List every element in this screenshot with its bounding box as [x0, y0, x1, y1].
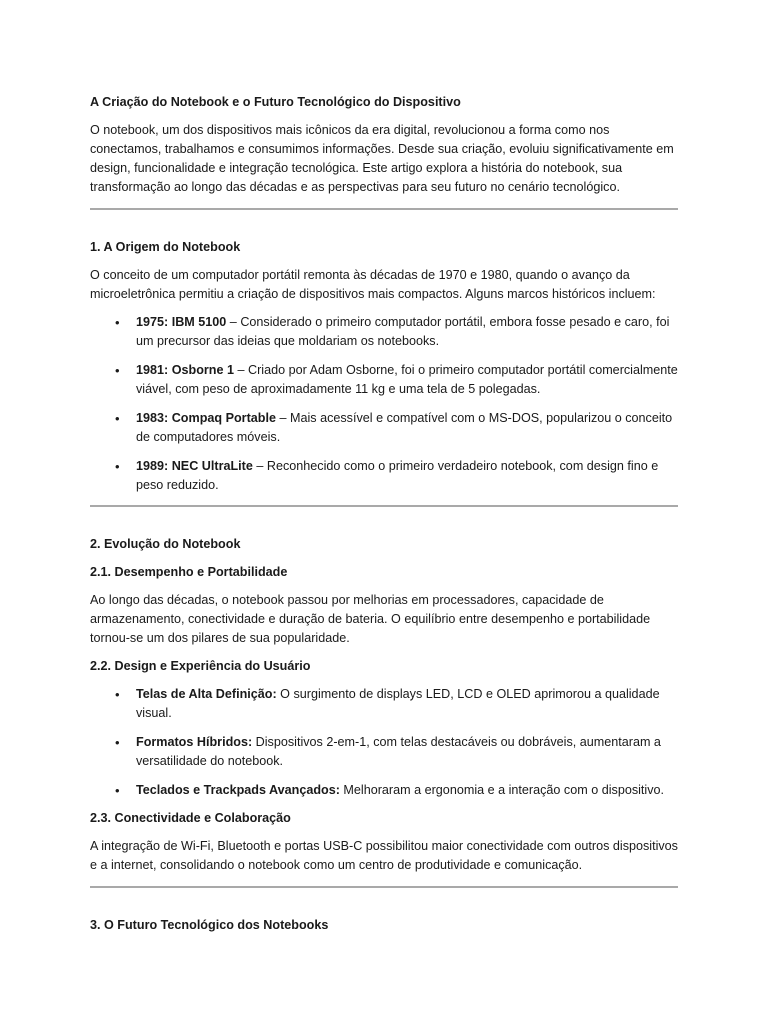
list-item-term: 1981: Osborne 1	[136, 363, 234, 377]
bullet-icon: •	[115, 687, 120, 702]
bullet-icon: •	[115, 735, 120, 750]
list-item	[115, 313, 678, 351]
bullet-icon: •	[115, 783, 120, 798]
subsection-2-1-paragraph: Ao longo das décadas, o notebook passou por melhorias em processadores, capacidade de armazenamento, conectividade e duração de bateria. O equilíbrio entre desempenho e portabilidade tornou-se um dos pilares de sua popularidade.	[90, 593, 651, 645]
section-1-heading: 1. A Origem do Notebook	[90, 240, 241, 254]
bullet-icon: •	[115, 459, 120, 474]
bullet-icon: •	[115, 315, 120, 330]
subsection-2-2-heading: 2.2. Design e Experiência do Usuário	[90, 659, 311, 673]
list-item-text: – Considerado o primeiro computador portátil, embora fosse pesado e caro, foi um precursor das ideias que moldariam os notebooks.	[136, 315, 670, 348]
list-item-text: O surgimento de displays LED, LCD e OLED aprimorou a qualidade visual.	[136, 687, 660, 720]
list-item	[115, 457, 678, 495]
subsection-2-3-paragraph: A integração de Wi-Fi, Bluetooth e portas USB-C possibilitou maior conectividade com outros dispositivos e a internet, consolidando o notebook como um centro de produtividade e comunicação.	[90, 839, 678, 872]
document-title: A Criação do Notebook e o Futuro Tecnológico do Dispositivo	[90, 95, 461, 109]
list-item	[115, 409, 678, 447]
list-item-text: Dispositivos 2-em-1, com telas destacáveis ou dobráveis, aumentaram a versatilidade do notebook.	[136, 735, 661, 768]
list-item-term: Formatos Híbridos:	[136, 735, 253, 749]
section-2-heading: 2. Evolução do Notebook	[90, 537, 241, 551]
list-item-term: 1983: Compaq Portable	[136, 411, 276, 425]
list-item	[115, 781, 678, 800]
section-1-paragraph: O conceito de um computador portátil remonta às décadas de 1970 e 1980, quando o avanço da microeletrônica permitiu a criação de dispositivos mais compactos. Alguns marcos históricos incluem:	[90, 268, 656, 301]
list-item	[115, 361, 678, 399]
subsection-2-1-heading: 2.1. Desempenho e Portabilidade	[90, 565, 288, 579]
divider	[90, 886, 678, 888]
design-features-list	[90, 685, 678, 800]
list-item	[115, 733, 678, 771]
list-item-term: 1975: IBM 5100	[136, 315, 227, 329]
list-item-term: Telas de Alta Definição:	[136, 687, 277, 701]
section-3-heading: 3. O Futuro Tecnológico dos Notebooks	[90, 918, 329, 932]
divider	[90, 208, 678, 210]
list-item-text: – Criado por Adam Osborne, foi o primeiro computador portátil comercialmente viável, com peso de aproximadamente 11 kg e uma tela de 5 polegadas.	[136, 363, 678, 396]
divider	[90, 505, 678, 507]
bullet-icon: •	[115, 411, 120, 426]
list-item	[115, 685, 678, 723]
intro-paragraph: O notebook, um dos dispositivos mais icônicos da era digital, revolucionou a forma como nos conectamos, trabalhamos e consumimos informações. Desde sua criação, evoluiu significativamente em design, funcionalidade e integração tecnológica. Este artigo explora a história do notebook, sua transformação ao longo das décadas e as perspectivas para seu futuro no cenário tecnológico.	[90, 123, 674, 194]
subsection-2-3-heading: 2.3. Conectividade e Colaboração	[90, 811, 291, 825]
list-item-term: 1989: NEC UltraLite	[136, 459, 253, 473]
milestones-list	[90, 313, 678, 495]
bullet-icon: •	[115, 363, 120, 378]
list-item-text: – Reconhecido como o primeiro verdadeiro notebook, com design fino e peso reduzido.	[136, 459, 659, 492]
list-item-text: – Mais acessível e compatível com o MS-DOS, popularizou o conceito de computadores móveis.	[136, 411, 673, 444]
list-item-term: Teclados e Trackpads Avançados:	[136, 783, 340, 797]
list-item-text: Melhoraram a ergonomia e a interação com o dispositivo.	[339, 783, 665, 797]
